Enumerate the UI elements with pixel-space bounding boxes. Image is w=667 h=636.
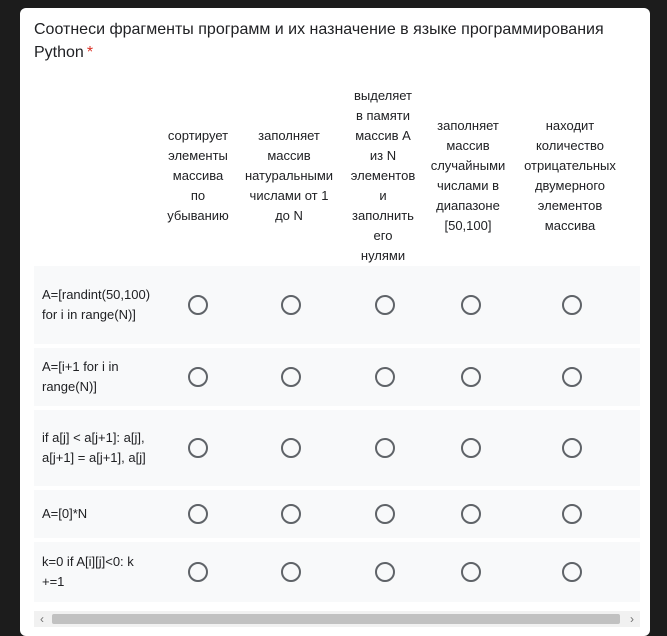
column-header-line: находит: [545, 118, 595, 133]
column-header-line: массива: [544, 218, 596, 233]
question-card: [20, 8, 650, 636]
radio-row3-col4[interactable]: [461, 438, 481, 458]
row-label: A=[0]*N: [42, 506, 88, 521]
column-header-2: [238, 86, 340, 266]
question-title: [34, 18, 638, 64]
grid-row-4: [34, 490, 640, 538]
column-header-line: заполняет: [437, 118, 499, 133]
radio-row3-col1[interactable]: [188, 438, 208, 458]
column-header-line: отрицательных: [524, 158, 616, 173]
radio-row1-col3[interactable]: [375, 295, 395, 315]
column-header-line: до N: [275, 208, 303, 223]
column-header-line: массив: [446, 138, 490, 153]
row-label: A=[randint(50,100) for i in range(N)]: [42, 287, 151, 322]
column-header-line: нулями: [360, 248, 406, 263]
radio-row4-col4[interactable]: [461, 504, 481, 524]
radio-row4-col2[interactable]: [281, 504, 301, 524]
column-header-line: количество: [535, 138, 605, 153]
radio-row1-col2[interactable]: [281, 295, 301, 315]
column-header-line: массива: [172, 168, 224, 183]
radio-row5-col4[interactable]: [461, 562, 481, 582]
radio-row4-col3[interactable]: [375, 504, 395, 524]
radio-row2-col2[interactable]: [281, 367, 301, 387]
row-label: A=[i+1 for i in range(N)]: [42, 359, 119, 394]
column-header-line: выделяет: [353, 88, 412, 103]
column-header-line: и: [379, 188, 387, 203]
column-header-line: элементов: [350, 168, 416, 183]
column-header-line: по: [190, 188, 206, 203]
column-header-line: заполняет: [258, 128, 320, 143]
grid-row-3: [34, 410, 640, 486]
column-header-line: в памяти: [356, 108, 410, 123]
column-header-line: числами в: [436, 178, 500, 193]
radio-row5-col3[interactable]: [375, 562, 395, 582]
column-header-5: [514, 86, 626, 266]
column-header-line: [50,100]: [444, 218, 492, 233]
radio-row5-col2[interactable]: [281, 562, 301, 582]
radio-row2-col5[interactable]: [562, 367, 582, 387]
column-header-line: диапазоне: [436, 198, 500, 213]
column-header-4: [423, 86, 513, 266]
row-label: k=0 if A[i][j]<0: k +=1: [42, 554, 134, 589]
radio-row5-col1[interactable]: [188, 562, 208, 582]
radio-row2-col3[interactable]: [375, 367, 395, 387]
radio-row1-col4[interactable]: [461, 295, 481, 315]
grid-row-1: [34, 266, 640, 344]
scroll-left-icon[interactable]: ‹: [40, 612, 44, 626]
column-header-line: убыванию: [167, 208, 229, 223]
radio-row1-col1[interactable]: [188, 295, 208, 315]
radio-row3-col5[interactable]: [562, 438, 582, 458]
column-header-line: элементы: [168, 148, 228, 163]
radio-row3-col2[interactable]: [281, 438, 301, 458]
required-asterisk: *: [86, 44, 94, 61]
column-header-3: [338, 86, 428, 266]
radio-row2-col1[interactable]: [188, 367, 208, 387]
column-header-line: сортирует: [167, 128, 229, 143]
column-header-line: случайными: [430, 158, 506, 173]
column-header-line: натуральными: [244, 168, 334, 183]
column-header-line: массив: [267, 148, 311, 163]
column-header-line: из N: [369, 148, 397, 163]
column-header-line: его: [373, 228, 393, 243]
radio-row3-col3[interactable]: [375, 438, 395, 458]
column-header-line: массив A: [355, 128, 411, 143]
column-header-line: элементов: [537, 198, 603, 213]
radio-row4-col5[interactable]: [562, 504, 582, 524]
grid-row-2: [34, 348, 640, 406]
radio-row2-col4[interactable]: [461, 367, 481, 387]
column-header-line: числами от 1: [249, 188, 329, 203]
radio-row5-col5[interactable]: [562, 562, 582, 582]
scroll-right-icon[interactable]: ›: [630, 612, 634, 626]
scrollbar-thumb[interactable]: [52, 614, 620, 624]
column-header-1: [154, 86, 242, 266]
radio-row1-col5[interactable]: [562, 295, 582, 315]
row-label: if a[j] < a[j+1]: a[j], a[j+1] = a[j+1], a[j]: [42, 430, 146, 465]
radio-row4-col1[interactable]: [188, 504, 208, 524]
grid-row-5: [34, 542, 640, 602]
column-header-line: двумерного: [534, 178, 606, 193]
question-title-text: Соотнеси фрагменты программ и их назначение в языке программирования Python: [34, 21, 604, 61]
column-header-line: заполнить: [352, 208, 414, 223]
horizontal-scrollbar[interactable]: [34, 611, 640, 627]
